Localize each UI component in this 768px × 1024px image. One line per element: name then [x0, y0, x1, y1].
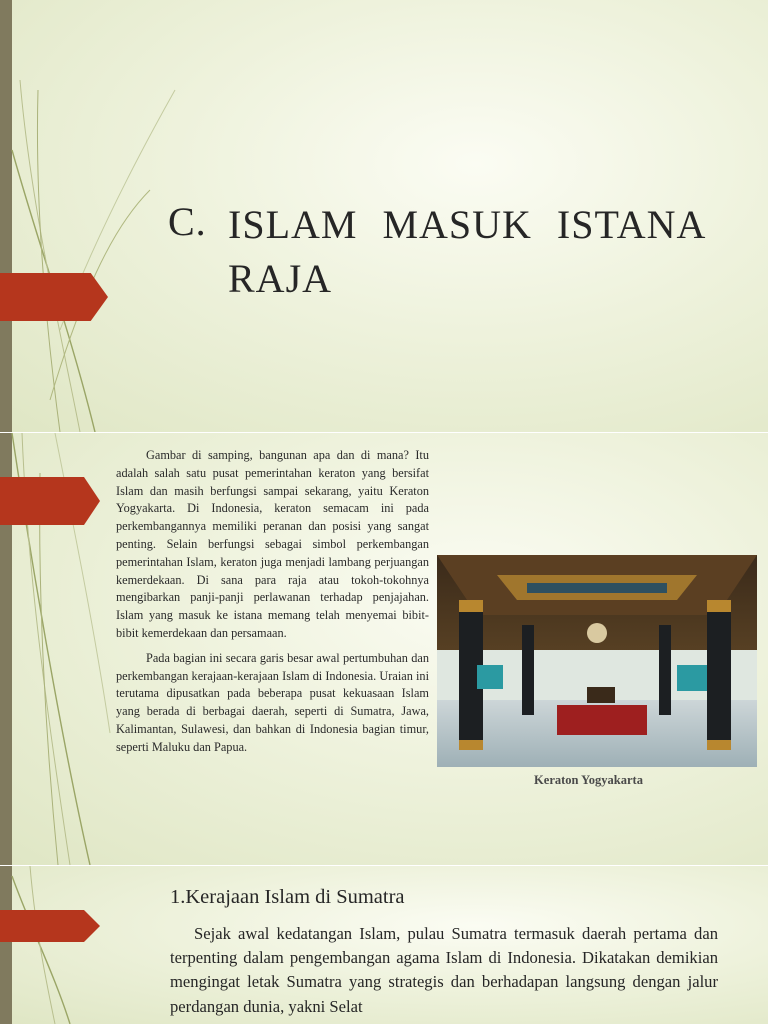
slide-sumatra — [0, 866, 768, 1024]
keraton-photo — [437, 555, 757, 767]
section-subtitle: 1.Kerajaan Islam di Sumatra — [170, 886, 405, 908]
photo-caption: Keraton Yogyakarta — [534, 773, 643, 787]
body-text — [116, 447, 429, 764]
accent-arrow-tab — [0, 910, 100, 942]
slide-title — [0, 0, 768, 432]
slide-title: ISLAM MASUK ISTANA RAJA — [228, 202, 705, 301]
paragraph-text: Sejak awal kedatangan Islam, pulau Sumatra termasuk daerah pertama dan terpenting dalam pengembangan agama Islam di Indonesia. Dikatakan demikian mengingat letak Sumatra yang strategis dan berhadapan langsung dengan jalur perdangan dunia, yakni Selat — [170, 924, 718, 1016]
paragraph: Pada bagian ini secara garis besar awal pertumbuhan dan perkembangan kerajaan-kerajaan Islam di Indonesia. Uraian ini terutama dipusatkan pada beberapa pusat kekuasaan Islam yang berada di berbagai daerah, seperti di Sumatra, Jawa, Kalimantan, Sulawesi, dan bahkan di Indonesia bagian timur, seperti Maluku dan Papua. — [116, 650, 429, 754]
accent-arrow-tab — [0, 477, 100, 525]
paragraph — [170, 922, 718, 1019]
title-number: C. — [168, 199, 207, 244]
accent-arrow-tab — [0, 273, 108, 321]
paragraph: Gambar di samping, bangunan apa dan di mana? Itu adalah salah satu pusat pemerintahan keraton yang bersifat Islam dan masih berfungsi sampai sekarang, yaitu Keraton Yogyakarta. Di Indonesia, keraton semacam ini pada perkembangannya memiliki peranan dan posisi yang sangat penting. Selain berfungsi sebagai simbol perkembangan pemerintahan Islam, keraton juga menjadi lambang perjuangan kemerdekaan. Di sana para raja atau tokoh-tokohnya mengibarkan panji-panji perlawanan terhadap penjajahan. Islam yang masuk ke istana memang telah menyemai bibit-bibit kemerdekaan dan persamaan. — [116, 448, 429, 640]
slide-content — [0, 433, 768, 865]
